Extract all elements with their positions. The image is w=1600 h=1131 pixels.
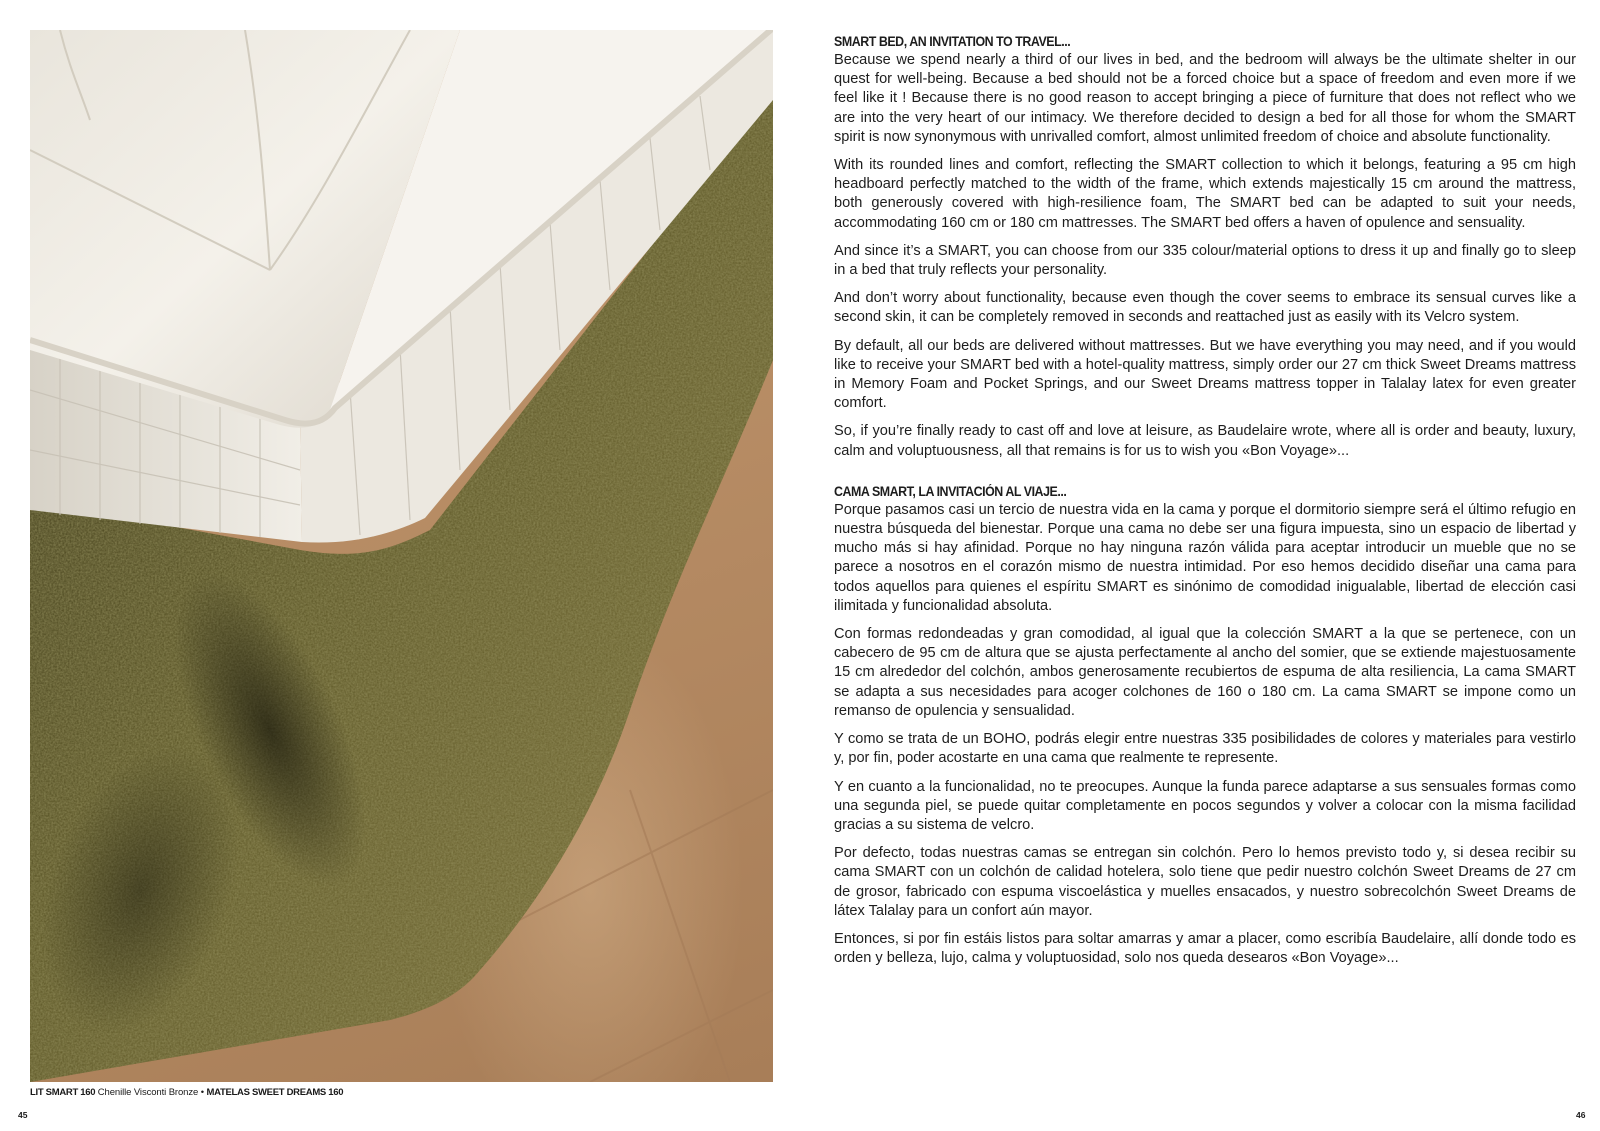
section-gap — [834, 470, 1576, 482]
english-paragraph: By default, all our beds are delivered without mattresses. But we have everything you may need, and if you would like to receive your SMART bed with a hotel-quality mattress, simply order our 27 cm thick Sweet Dreams mattress in Memory Foam and Pocket Springs, and our Sweet Dreams mattress topper in Talalay latex for even greater comfort. — [834, 337, 1576, 412]
english-paragraph: Because we spend nearly a third of our lives in bed, and the bedroom will always be the ultimate shelter in our quest for well-being. Because a bed should not be a forced choice but a space of freedom and even more if we feel like it ! Because there is no good reason to accept bringing a piece of furniture that does not reflect who we are into the very heart of our intimacy. We therefore decided to design a bed for all those for whom the SMART spirit is now synonymous with unrivalled comfort, almost unlimited freedom of choice and absolute functionality. — [834, 52, 1576, 145]
text-column — [834, 32, 1576, 977]
spanish-paragraph: Porque pasamos casi un tercio de nuestra vida en la cama y porque el dormitorio siempre será el último refugio en nuestra búsqueda del bienestar. Porque una cama no debe ser una figura impuesta, sino un espacio de libertad y mucho más si hay afinidad. Porque no hay ninguna razón válida para aceptar introducir un mueble que no se parece a nosotros en el corazón mismo de nuestra intimidad. Por eso hemos decidido diseñar una cama para todos aquellos para quienes el espíritu SMART es sinónimo de comodidad inigualable, libertad de elección casi ilimitada y funcionalidad absoluta. — [834, 501, 1576, 614]
caption-separator: • — [200, 1087, 204, 1098]
spanish-heading: CAMA SMART, LA INVITACIÓN AL VIAJE... — [834, 483, 1067, 499]
spanish-paragraph: Y en cuanto a la funcionalidad, no te preocupes. Aunque la funda parece adaptarse a sus sensuales formas como una segunda piel, se puede quitar completamente en pocos segundos y volver a colocar con la misma facilidad gracias a su sistema de velcro. — [834, 778, 1576, 833]
english-paragraph: And don’t worry about functionality, because even though the cover seems to embrace its sensual curves like a second skin, it can be completely removed in seconds and reattached just as easily with its Velcro system. — [834, 290, 1576, 326]
english-heading: SMART BED, AN INVITATION TO TRAVEL... — [834, 34, 1071, 49]
page-number-left: 45 — [18, 1110, 28, 1120]
caption-mattress: MATELAS SWEET DREAMS 160 — [206, 1087, 344, 1098]
bed-photo — [30, 30, 773, 1082]
english-paragraph: With its rounded lines and comfort, reflecting the SMART collection to which it belongs, featuring a 95 cm high headboard perfectly matched to the width of the frame, which extends majestically 15 cm around the mattress, both generously covered with high-resilience foam, The SMART bed can be adapted to suit your needs, accommodating 160 cm or 180 cm mattresses. The SMART bed offers a haven of opulence and sensuality. — [834, 157, 1576, 231]
caption-fabric: Chenille Visconti Bronze — [97, 1087, 199, 1098]
photo-caption — [30, 1087, 343, 1098]
spanish-paragraph: Con formas redondeadas y gran comodidad, al igual que la colección SMART a la que se pertenece, con un cabecero de 95 cm de altura que se ajusta perfectamente al ancho del somier, que se extiende majestuosamente 15 cm alrededor del colchón, ambos generosamente recubiertos de espuma de alta resiliencia, La cama SMART se adapta a sus necesidades para acoger colchones de 160 o 180 cm. La cama SMART se impone como un remanso de opulencia y sensualidad. — [834, 626, 1576, 719]
page-number-right: 46 — [1576, 1110, 1586, 1120]
spanish-paragraph: Entonces, si por fin estáis listos para soltar amarras y amar a placer, como escribía Baudelaire, allí donde todo es orden y belleza, lujo, calma y voluptuosidad, solo nos queda desearos «Bon Voyage»... — [834, 930, 1576, 967]
spanish-paragraph: Por defecto, todas nuestras camas se entregan sin colchón. Pero lo hemos previsto todo y, si desea recibir su cama SMART con un colchón de calidad hotelera, solo tiene que pedir nuestro colchón Sweet Dreams de 27 cm de grosor, fabricado con espuma viscoelástica y muelles ensacados, y nuestro sobrecolchón Sweet Dreams de látex Talalay para un confort aún mayor. — [834, 845, 1576, 919]
caption-product: LIT SMART 160 — [30, 1087, 96, 1098]
english-paragraph: So, if you’re finally ready to cast off and love at leisure, as Baudelaire wrote, where all is order and beauty, luxury, calm and voluptuousness, all that remains is for us to wish you «Bon Voyage»... — [834, 423, 1576, 459]
spanish-paragraph: Y como se trata de un BOHO, podrás elegir entre nuestras 335 posibilidades de colores y materiales para vestirlo y, por fin, poder acostarte en una cama que realmente te represente. — [834, 731, 1576, 767]
bed-illustration — [30, 30, 773, 1082]
english-paragraph: And since it’s a SMART, you can choose from our 335 colour/material options to dress it up and finally go to sleep in a bed that truly reflects your personality. — [834, 242, 1576, 279]
